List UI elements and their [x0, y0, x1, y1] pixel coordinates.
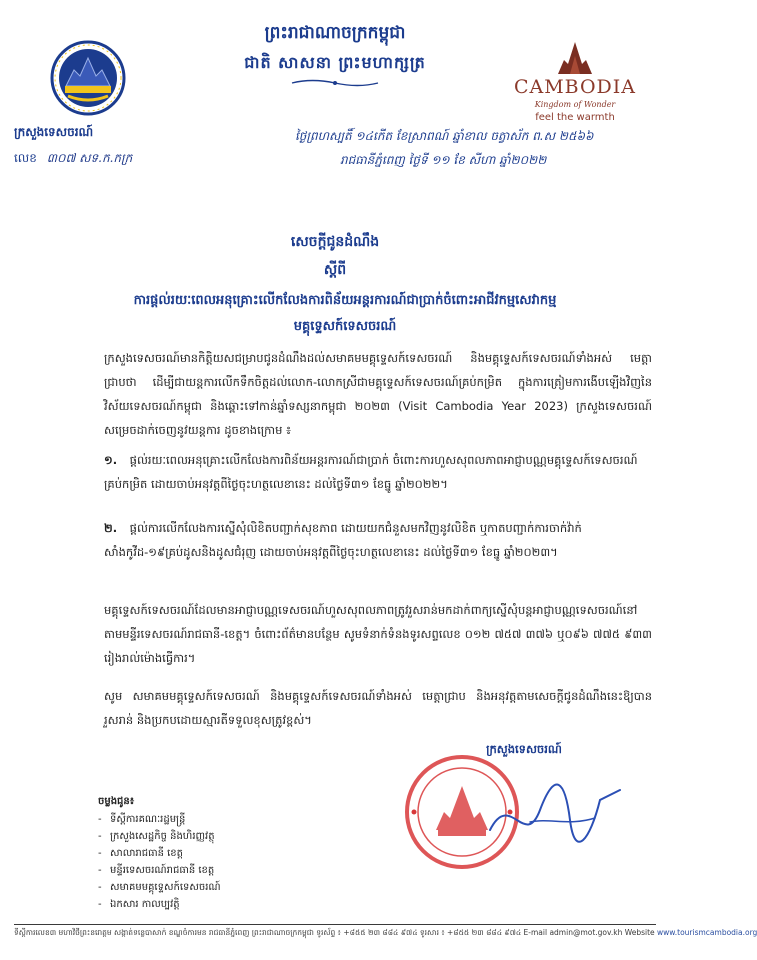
cc-item-text: មន្ទីរទេសចរណ៍រាជធានី ខេត្ត — [110, 865, 215, 876]
intro-paragraph: ក្រសួងទេសចរណ៍មានកិត្តិយសជម្រាបជូនដំណឹងដល់សមាគមមគ្គុទ្ទេសក៍ទេសចរណ៍ និងមគ្គុទ្ទេសក៍ទេសចរណ៍ទាំងអស់ មេត្តាជ្រាបថា ដើម្បីជាយន្តការលើកទឹកចិត្តដល់លោក-លោកស្រីជាមគ្គុទ្ទេសក៍ទេសចរណ៍គ្រប់កម្រិត ក្នុងការត្រៀមការងើបឡើងវិញនៃវិស័យទេសចរណ៍កម្ពុជា និងឆ្ពោះទៅកាន់ឆ្នាំទស្សនាកម្ពុជា ២០២៣ (Visit Cambodia Year 2023) ក្រសួងទេសចរណ៍សម្រេចដាក់ចេញនូវយន្តការ ដូចខាងក្រោម ៖ — [104, 351, 652, 437]
cc-item: - សមាគមមគ្គុទ្ទេសក៍ទេសចរណ៍ — [98, 882, 221, 893]
footer-address: ទីស្តីការលេខ៣ មហាវិថីព្រះនរោត្តម សង្កាត់ទន្លេបាសាក់ ខណ្ឌចំការមន រាជធានីភ្នំពេញ ព្រះរាជាណាចក្រកម្ពុជា ទូរស័ព្ទ ៖ +៨៥៥ ២៣ ៨៨៤ ៩៧៤ ទូរសារ ៖ +៨៥៥ ២៣ ៨៨៤ ៩៧៤ E-mail admin@mot.gov.kh Website — [14, 928, 655, 937]
solar-date: រាជធានីភ្នំពេញ ថ្ងៃទី ១១ ខែ សីហា ឆ្នាំ២០២២ — [340, 153, 547, 167]
brand-tagline: feel the warmth — [535, 112, 615, 123]
reference-label: លេខ — [14, 151, 37, 165]
closing-paragraph: សូម សមាគមមគ្គុទ្ទេសក៍ទេសចរណ៍ និងមគ្គុទ្ទេសក៍ទេសចរណ៍ទាំងអស់ មេត្តាជ្រាប និងអនុវត្តតាមសេចក្តីជូនដំណឹងនេះឱ្យបានរួសរាន់ និងប្រកបដោយស្មារតីទទួលខុសត្រូវខ្ពស់។ — [104, 689, 652, 727]
list-item — [104, 448, 654, 496]
footer-website-link[interactable]: www.tourismcambodia.org — [657, 928, 757, 937]
signatory-title: ក្រសួងទេសចរណ៍ — [486, 742, 562, 756]
cc-item-text: សាលារាជធានី ខេត្ត — [110, 848, 184, 859]
ornament-divider — [290, 78, 380, 88]
cc-item: - ក្រសួងសេដ្ឋកិច្ច និងហិរញ្ញវត្ថុ — [98, 831, 215, 842]
brand-name: CAMBODIA — [513, 76, 637, 98]
cc-item-text: ក្រសួងសេដ្ឋកិច្ច និងហិរញ្ញវត្ថុ — [110, 831, 215, 842]
list-item-number: ១. — [104, 453, 118, 467]
document-regarding: ស្តីពី — [323, 262, 347, 278]
cc-item: - ទីស្តីការគណៈរដ្ឋមន្ត្រី — [98, 814, 186, 825]
list-item-text: ផ្តល់រយៈពេលអនុគ្រោះលើកលែងការពិន័យអន្តរការណ៍ជាប្រាក់ ចំពោះការហួសសុពលភាពអាជ្ញាបណ្ណមគ្គុទ្ទេសក៍ទេសចរណ៍គ្រប់កម្រិត ដោយចាប់អនុវត្តពីថ្ងៃចុះហត្ថលេខានេះ ដល់ថ្ងៃទី៣១ ខែធ្នូ ឆ្នាំ២០២២។ — [104, 453, 638, 491]
cc-list — [98, 794, 358, 913]
cambodia-brand-logo — [500, 38, 650, 128]
footer-divider — [14, 924, 656, 925]
angkor-temple-icon — [556, 38, 594, 76]
kingdom-heading: ព្រះរាជាណាចក្រកម្ពុជា — [264, 23, 406, 43]
lunar-date: ថ្ងៃព្រហស្បតិ៍ ១៤កើត ខែស្រាពណ៍ ឆ្នាំខាល ចត្វាស័ក ព.ស ២៥៦៦ — [295, 129, 594, 143]
cc-item: - មន្ទីរទេសចរណ៍រាជធានី ខេត្ត — [98, 865, 215, 876]
document-title: សេចក្តីជូនដំណឹង — [290, 234, 380, 250]
national-motto: ជាតិ សាសនា ព្រះមហាក្សត្រ — [244, 53, 426, 72]
list-item — [104, 516, 654, 564]
cc-item: - ឯកសារ កាលប្បវត្តិ — [98, 899, 180, 910]
handwritten-signature — [470, 760, 630, 860]
brand-subtitle: Kingdom of Wonder — [534, 100, 616, 109]
document-subject: ការផ្តល់រយៈពេលអនុគ្រោះលើកលែងការពិន័យអន្តរការណ៍ជាប្រាក់ចំពោះអាជីវកម្មសេវាកម្ម មគ្គុទ្ទេសក៍ទេសចរណ៍ — [133, 293, 557, 334]
ministry-seal-logo — [50, 40, 126, 116]
footer-contact — [14, 928, 757, 939]
cc-heading: ចម្លងជូន៖ — [98, 796, 135, 807]
cc-item-text: ឯកសារ កាលប្បវត្តិ — [110, 899, 180, 910]
cc-item: - សាលារាជធានី ខេត្ត — [98, 848, 184, 859]
reference-number: ៣០៧ សទ.ក.កក្រ — [46, 151, 133, 165]
list-item-number: ២. — [104, 521, 118, 535]
reference-line — [14, 150, 132, 168]
list-item-text: ផ្តល់ការលើកលែងការស្នើសុំលិខិតបញ្ជាក់សុខភាព ដោយយកជំនួសមកវិញនូវលិខិត ឬកាតបញ្ជាក់ការចាក់វ៉ាក់សាំងកូវីដ-១៩គ្រប់ដូសនិងដូសជំរុញ ដោយចាប់អនុវត្តពីថ្ងៃចុះហត្ថលេខានេះ ដល់ថ្ងៃទី៣១ ខែធ្នូ ឆ្នាំ២០២៣។ — [104, 521, 582, 559]
cc-item-text: សមាគមមគ្គុទ្ទេសក៍ទេសចរណ៍ — [110, 882, 221, 893]
ministry-name: ក្រសួងទេសចរណ៍ — [14, 125, 94, 139]
instruction-paragraph: មគ្គុទ្ទេសក៍ទេសចរណ៍ដែលមានអាជ្ញាបណ្ណទេសចរណ៍ហួសសុពលភាពត្រូវរួសរាន់មកដាក់ពាក្យស្នើសុំបន្តអាជ្ញាបណ្ណទេសចរណ៍នៅតាមមន្ទីរទេសចរណ៍រាជធានី-ខេត្ត។ ចំពោះព័ត៌មានបន្ថែម សូមទំនាក់ទំនងទូរសព្ទលេខ ០១២ ៧៥៧ ៣៧៦ ឬ០៩៦ ៧៧៥ ៩៣៣ រៀងរាល់ម៉ោងធ្វើការ។ — [104, 603, 652, 665]
cc-item-text: ទីស្តីការគណៈរដ្ឋមន្ត្រី — [110, 814, 186, 825]
